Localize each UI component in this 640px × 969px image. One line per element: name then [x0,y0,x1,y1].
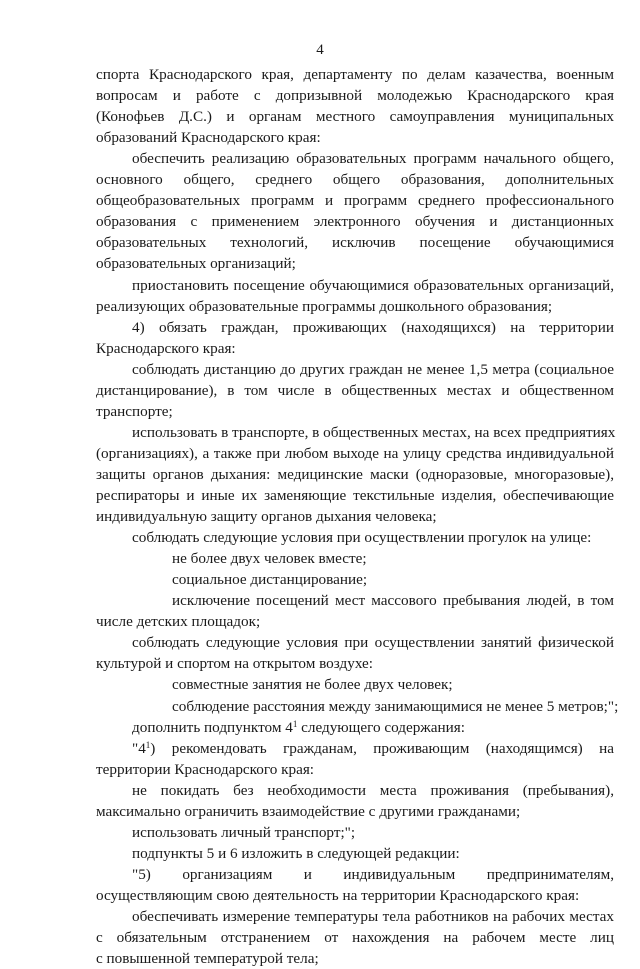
text-line: числе детских площадок; [96,613,261,631]
superscript: 1 [292,718,298,729]
text-line: исключение посещений мест массового пребывания людей, в том [172,592,614,610]
page-number: 4 [316,42,324,58]
text-line: не покидать без необходимости места проживания (пребывания), [132,781,614,799]
text-line: совместные занятия не более двух человек; [172,676,453,694]
text-line: использовать в транспорте, в общественных местах, на всех предприятиях [132,423,616,441]
text-line: культурой и спортом на открытом воздухе: [96,655,373,673]
text-line: с повышенной температурой тела; [96,950,319,968]
text-line: образовательных организаций; [96,255,296,273]
text-line: 4) обязать граждан, проживающих (находящихся) на территории [132,318,614,336]
text-line: образований Краснодарского края: [96,129,321,147]
text-line: социальное дистанцирование; [172,571,368,589]
text-line: "5) организациям и индивидуальным предпринимателям, [132,865,614,883]
text-line: с обязательным отстранением от нахождения на рабочем месте лиц [96,929,614,947]
text-line: образования с применением электронного обучения и дистанционных [96,213,614,231]
text-line: индивидуальную защиту органов дыхания человека; [96,508,437,526]
text-line: осуществляющим свою деятельность на территории Краснодарского края: [96,886,580,904]
text-line: соблюдать следующие условия при осуществлении занятий физической [132,634,614,652]
text-line: вопросам и работе с допризывной молодежью Краснодарского края [96,87,614,105]
text-line: реализующих образовательные программы дошкольного образования; [96,297,553,315]
text-line: дополнить подпунктом $4^1$ следующего содержания: [132,718,465,736]
text-line: использовать личный транспорт;"; [132,823,356,841]
text-line: подпункты 5 и 6 изложить в следующей редакции: [132,844,460,862]
text-line: обеспечить реализацию образовательных программ начального общего, [132,150,614,168]
superscript: 1 [145,739,151,750]
text-line: образовательных технологий, исключив посещение обучающимися [96,234,614,252]
text-line: обеспечивать измерение температуры тела работников на рабочих местах [132,908,614,925]
text-line: общеобразовательных программ и программ среднего профессионального [96,192,614,210]
text-line: защиты органов дыхания: медицинские маски (одноразовые, многоразовые), [96,465,614,483]
text-line: приостановить посещение обучающимися образовательных организаций, [132,276,614,294]
text-line: "$4^1$) рекомендовать гражданам, проживающим (находящимся) на [132,739,614,757]
text-line: максимально ограничить взаимодействие с другими гражданами; [96,802,521,820]
text-line: (Конофьев Д.С.) и органам местного самоуправления муниципальных [96,108,614,126]
text-line: (организациях), а также при любом выходе на улицу средства индивидуальной [96,444,614,462]
text-line: соблюдение расстояния между занимающимися не менее 5 метров;"; [172,697,619,715]
text-line: соблюдать дистанцию до других граждан не менее 1,5 метра (социальное [132,360,614,378]
text-line: Краснодарского края: [96,339,236,357]
text-line: не более двух человек вместе; [172,550,367,568]
text-line: транспорте; [96,402,173,420]
text-line: дистанцирование), в том числе в общественных местах и общественном [96,381,614,399]
text-line: территории Краснодарского края: [96,760,315,778]
text-line: основного общего, среднего общего образования, дополнительных [96,171,614,189]
text-line: соблюдать следующие условия при осуществлении прогулок на улице: [132,529,592,547]
text-line: спорта Краснодарского края, департаменту по делам казачества, военным [96,66,614,83]
text-line: респираторы и иные их заменяющие текстильные изделия, обеспечивающие [96,487,614,504]
